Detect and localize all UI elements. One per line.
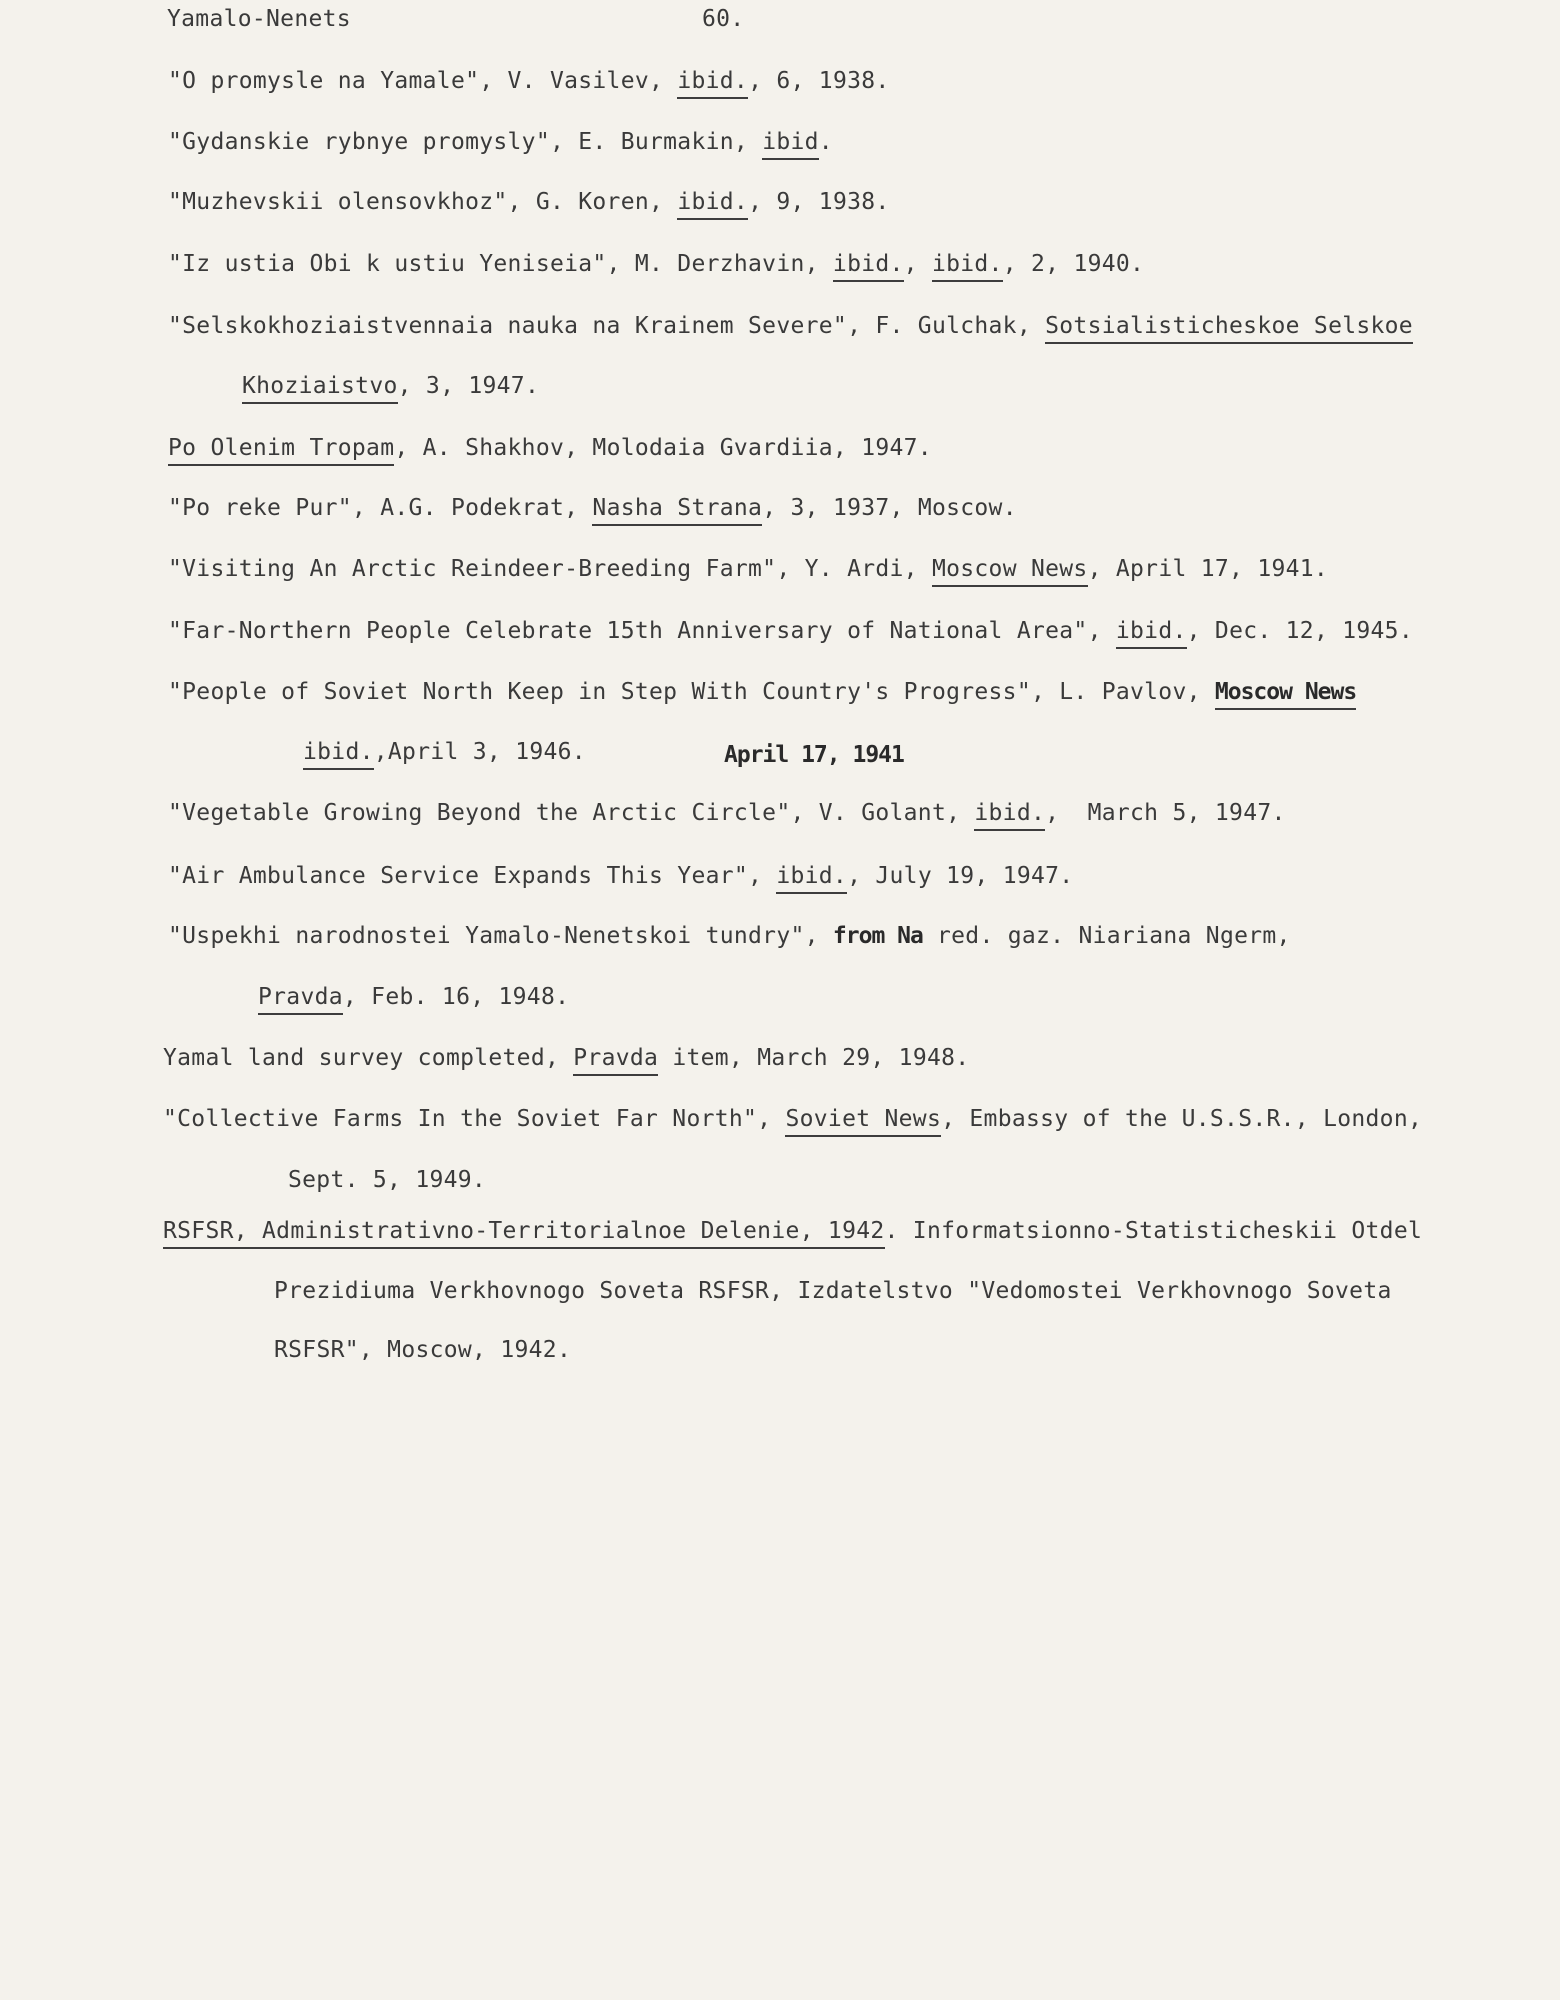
underlined-citation: ibid. <box>776 864 847 894</box>
underlined-citation: Pravda <box>258 985 343 1015</box>
entry-line: "Po reke Pur", A.G. Podekrat, Nasha Strana, 3, 1937, Moscow. <box>168 493 1017 526</box>
entry-line-continuation: Khoziaistvo, 3, 1947. <box>242 371 539 404</box>
struck-citation: Moscow News <box>1215 680 1356 710</box>
entry-line: "Gydanskie rybnye promysly", E. Burmakin, ibid. <box>168 127 833 160</box>
entry-line: "Far-Northern People Celebrate 15th Anniversary of National Area", ibid., Dec. 12, 1945. <box>168 616 1413 649</box>
header-title: Yamalo-Nenets <box>167 6 351 32</box>
entry-line-continuation: Sept. 5, 1949. <box>288 1167 487 1193</box>
entry-line: RSFSR, Administrativno-Territorialnoe Delenie, 1942. Informatsionno-Statisticheskii Otdel <box>163 1216 1422 1249</box>
entry-line: "Iz ustia Obi k ustiu Yeniseia", M. Derzhavin, ibid., ibid., 2, 1940. <box>168 249 1144 282</box>
underlined-citation: Khoziaistvo <box>242 374 398 404</box>
entry-line: "Vegetable Growing Beyond the Arctic Circle", V. Golant, ibid., March 5, 1947. <box>168 798 1286 831</box>
entry-line: "People of Soviet North Keep in Step With Country's Progress", L. Pavlov, Moscow News <box>168 677 1356 710</box>
entry-line: "Muzhevskii olensovkhoz", G. Koren, ibid., 9, 1938. <box>168 187 890 220</box>
entry-line: Yamal land survey completed, Pravda item, March 29, 1948. <box>163 1043 969 1076</box>
entry-line-continuation: Prezidiuma Verkhovnogo Soveta RSFSR, Izdatelstvo "Vedomostei Verkhovnogo Soveta <box>274 1278 1392 1304</box>
underlined-citation: ibid. <box>974 801 1045 831</box>
entry-line: "Selskokhoziaistvennaia nauka na Krainem Severe", F. Gulchak, Sotsialisticheskoe Selskoe <box>168 311 1413 344</box>
underlined-citation: ibid. <box>833 252 904 282</box>
entry-line-continuation: Pravda, Feb. 16, 1948. <box>258 982 569 1015</box>
underlined-citation: Moscow News <box>932 557 1088 587</box>
underlined-citation: ibid. <box>932 252 1003 282</box>
struck-text: April 17, 1941 <box>724 742 904 768</box>
entry-line: "Uspekhi narodnostei Yamalo-Nenetskoi tundry", from Na red. gaz. Niariana Ngerm, <box>168 923 1291 949</box>
underlined-citation: ibid. <box>303 740 374 770</box>
entry-line: "O promysle na Yamale", V. Vasilev, ibid., 6, 1938. <box>168 66 890 99</box>
underlined-citation: Soviet News <box>785 1107 941 1137</box>
page-number: 60. <box>702 6 745 32</box>
entry-line: "Visiting An Arctic Reindeer-Breeding Farm", Y. Ardi, Moscow News, April 17, 1941. <box>168 554 1328 587</box>
entry-line: Po Olenim Tropam, A. Shakhov, Molodaia Gvardiia, 1947. <box>168 433 932 466</box>
underlined-citation: ibid. <box>677 69 748 99</box>
underlined-citation: ibid. <box>1116 619 1187 649</box>
entry-line-continuation: ibid.,April 3, 1946. <box>303 737 586 770</box>
underlined-citation: RSFSR, Administrativno-Territorialnoe Delenie, 1942 <box>163 1219 885 1249</box>
underlined-citation: Po Olenim Tropam <box>168 436 394 466</box>
underlined-citation: ibid. <box>677 190 748 220</box>
entry-line: "Air Ambulance Service Expands This Year", ibid., July 19, 1947. <box>168 861 1073 894</box>
struck-text: from Na <box>832 923 923 949</box>
underlined-citation: ibid <box>762 130 819 160</box>
underlined-citation: Pravda <box>573 1046 658 1076</box>
entry-line: "Collective Farms In the Soviet Far North", Soviet News, Embassy of the U.S.S.R., London, <box>163 1104 1422 1137</box>
underlined-citation: Nasha Strana <box>592 496 762 526</box>
entry-line-continuation: RSFSR", Moscow, 1942. <box>274 1337 572 1363</box>
underlined-citation: Sotsialisticheskoe Selskoe <box>1045 314 1413 344</box>
